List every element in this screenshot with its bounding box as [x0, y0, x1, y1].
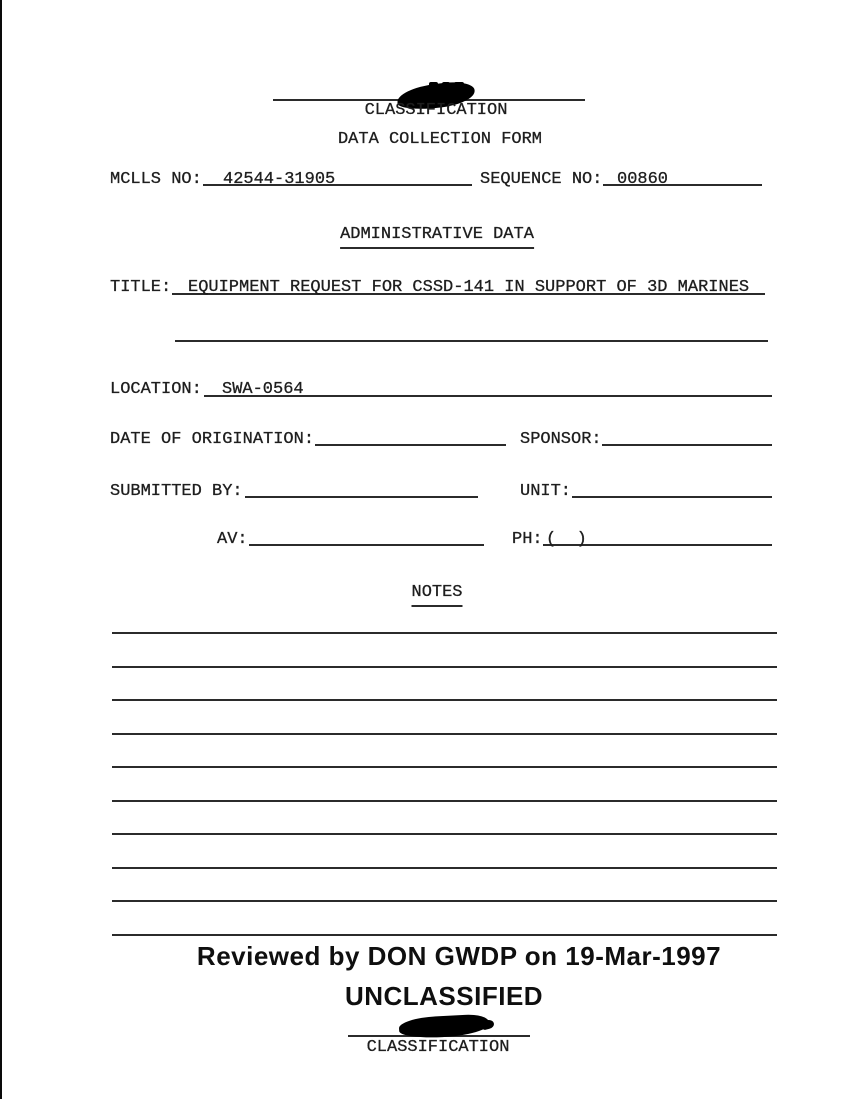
- mclls-no-label: MCLLS NO:: [110, 170, 202, 189]
- av-label: AV:: [217, 530, 248, 549]
- classification-top-label: CLASSIFICATION: [364, 101, 508, 120]
- notes-line: [112, 766, 777, 768]
- sequence-no-label: SEQUENCE NO:: [480, 170, 603, 189]
- notes-line: [112, 733, 777, 735]
- sponsor-label: SPONSOR:: [520, 430, 602, 449]
- ph-value: ( ): [546, 530, 587, 549]
- notes-line: [112, 699, 777, 701]
- notes-line: [112, 934, 777, 936]
- location-label: LOCATION:: [110, 380, 202, 399]
- sponsor-underline: [602, 444, 772, 446]
- administrative-data-heading: ADMINISTRATIVE DATA: [340, 225, 534, 249]
- title-blank-underline: [175, 340, 768, 342]
- scan-edge-artifact: [0, 0, 2, 1099]
- date-of-origination-underline: [315, 444, 506, 446]
- notes-heading: NOTES: [411, 583, 462, 607]
- location-value: SWA-0564: [222, 380, 304, 399]
- mclls-no-value: 42544-31905: [223, 170, 336, 189]
- form-title: DATA COLLECTION FORM: [337, 130, 543, 149]
- review-stamp: Reviewed by DON GWDP on 19-Mar-1997: [196, 941, 722, 971]
- notes-line: [112, 900, 777, 902]
- title-value: EQUIPMENT REQUEST FOR CSSD-141 IN SUPPORT OF 3D MARINES: [188, 278, 750, 297]
- submitted-by-label: SUBMITTED BY:: [110, 482, 243, 501]
- redaction-mark-bottom-tip: [481, 1019, 495, 1031]
- unit-underline: [572, 496, 772, 498]
- submitted-by-underline: [245, 496, 478, 498]
- sequence-no-value: 00860: [617, 170, 669, 189]
- title-label: TITLE:: [110, 278, 172, 297]
- av-underline: [249, 544, 484, 546]
- notes-line: [112, 800, 777, 802]
- classification-bottom-label: CLASSIFICATION: [366, 1038, 510, 1057]
- unclassified-stamp: UNCLASSIFIED: [344, 981, 544, 1011]
- notes-line: [112, 867, 777, 869]
- notes-line: [112, 833, 777, 835]
- date-of-origination-label: DATE OF ORIGINATION:: [110, 430, 315, 449]
- notes-line: [112, 632, 777, 634]
- notes-line: [112, 666, 777, 668]
- ph-label: PH:: [512, 530, 543, 549]
- unit-label: UNIT:: [520, 482, 572, 501]
